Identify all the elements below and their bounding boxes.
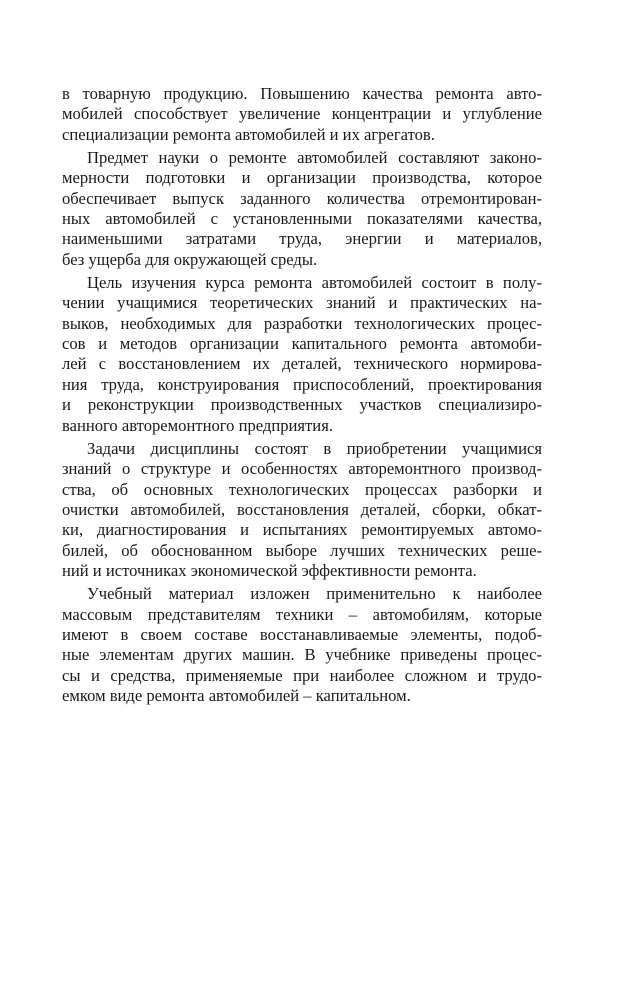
text-line: емком виде ремонта автомобилей – капитальном. — [62, 685, 411, 705]
text-line: сов и методов организации капитального ремонта автомоби- — [62, 334, 542, 354]
text-line: ки, диагностирования и испытаниях ремонтируемых автомо- — [62, 520, 542, 540]
body-text — [62, 84, 542, 706]
text-line: имеют в своем составе восстанавливаемые элементы, подоб- — [62, 624, 542, 644]
text-line: в товарную продукцию. Повышению качества ремонта авто- — [62, 84, 542, 103]
text-line: Учебный материал изложен применительно к наиболее — [87, 584, 542, 604]
text-line: ния труда, конструирования приспособлений, проектирования — [62, 374, 542, 394]
text-line: очистки автомобилей, восстановления деталей, сборки, обкат- — [62, 499, 542, 519]
paragraph — [62, 148, 542, 270]
paragraph — [62, 273, 542, 436]
text-line: и реконструкции производственных участков специализиро- — [62, 395, 542, 415]
text-line: мерности подготовки и организации производства, которое — [62, 168, 542, 188]
text-line: массовым представителям техники – автомобилям, которые — [62, 604, 542, 624]
text-line: без ущерба для окружающей среды. — [62, 249, 318, 269]
text-line: знаний о структуре и особенностях авторемонтного производ- — [62, 459, 542, 479]
text-line: Задачи дисциплины состоят в приобретении учащимися — [87, 438, 542, 458]
text-line: ных автомобилей с установленными показателями качества, — [62, 209, 542, 229]
paragraph — [62, 439, 542, 581]
text-line: ные элементам других машин. В учебнике приведены процес- — [62, 645, 542, 665]
text-line: выков, необходимых для разработки технологических процес- — [62, 313, 542, 333]
text-line: Предмет науки о ремонте автомобилей составляют законо- — [87, 148, 542, 168]
text-line: ванного авторемонтного предприятия. — [62, 415, 333, 435]
text-line: ства, об основных технологических процессах разборки и — [62, 479, 542, 499]
text-line: специализации ремонта автомобилей и их агрегатов. — [62, 124, 435, 144]
text-line: ний и источниках экономической эффективности ремонта. — [62, 560, 477, 580]
paragraph — [62, 84, 542, 145]
paragraph — [62, 584, 542, 706]
text-line: обеспечивает выпуск заданного количества отремонтирован- — [62, 188, 542, 208]
text-line: наименьшими затратами труда, энергии и материалов, — [62, 229, 542, 249]
text-line: билей, об обоснованном выборе лучших технических реше- — [62, 540, 542, 560]
text-line: чении учащимися теоретических знаний и практических на- — [62, 293, 542, 313]
text-line: Цель изучения курса ремонта автомобилей состоит в полу- — [87, 273, 542, 293]
text-line: лей с восстановлением их деталей, технического нормирова- — [62, 354, 542, 374]
text-line: сы и средства, применяемые при наиболее сложном и трудо- — [62, 665, 542, 685]
text-line: мобилей способствует увеличение концентрации и углубление — [62, 104, 542, 124]
